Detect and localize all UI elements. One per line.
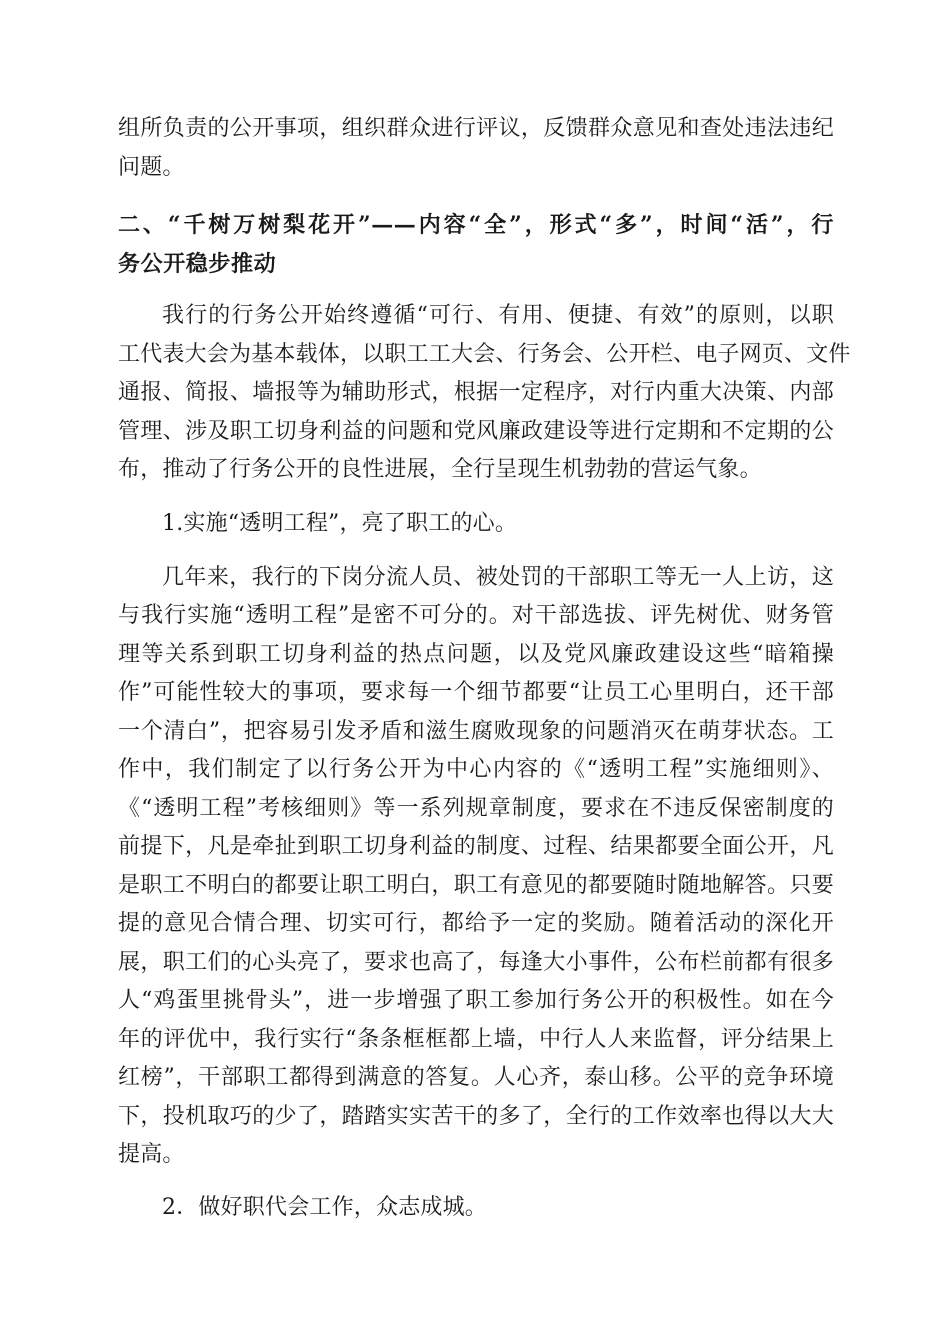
text-line: 与我行实施“透明工程”是密不可分的。对干部选拔、评先树优、财务管 — [118, 603, 834, 628]
text-line: 人“鸡蛋里挑骨头”，进一步增强了职工参加行务公开的积极性。如在今 — [118, 988, 834, 1013]
text-line: 红榜”，干部职工都得到满意的答复。人心齐，泰山移。公平的竞争环境 — [118, 1065, 834, 1090]
text-line: 工代表大会为基本载体，以职工工大会、行务会、公开栏、电子网页、文件 — [118, 342, 851, 367]
text-line: 问题。 — [118, 155, 185, 180]
text-line: 提高。 — [118, 1142, 185, 1167]
text-line: 通报、简报、墙报等为辅助形式，根据一定程序，对行内重大决策、内部 — [118, 380, 834, 405]
heading-line: 二、“千树万树梨花开”——内容“全”，形式“多”，时间“活”，行 — [118, 212, 834, 238]
text-line: 几年来，我行的下岗分流人员、被处罚的干部职工等无一人上访，这 — [162, 565, 834, 590]
text-line: 下，投机取巧的少了，踏踏实实苦干的多了，全行的工作效率也得以大大 — [118, 1104, 834, 1129]
subsection-2-heading: 2．做好职代会工作，众志成城。 — [162, 1195, 487, 1220]
text-line: 我行的行务公开始终遵循“可行、有用、便捷、有效”的原则，以职 — [162, 303, 834, 328]
text-line: 提的意见合情合理、切实可行，都给予一定的奖励。随着活动的深化开 — [118, 911, 834, 936]
text-line: 前提下，凡是牵扯到职工切身利益的制度、过程、结果都要全面公开，凡 — [118, 834, 834, 859]
subsection-1-heading: 1.实施“透明工程”，亮了职工的心。 — [162, 511, 518, 536]
text-line: 管理、涉及职工切身利益的问题和党风廉政建设等进行定期和不定期的公 — [118, 419, 834, 444]
text-line: 理等关系到职工切身利益的热点问题，以及党风廉政建设这些“暗箱操 — [118, 642, 834, 667]
text-line: 作中，我们制定了以行务公开为中心内容的《“透明工程”实施细则》、 — [118, 757, 834, 782]
text-line: 组所负责的公开事项，组织群众进行评议，反馈群众意见和查处违法违纪 — [118, 116, 834, 141]
text-line: 作”可能性较大的事项，要求每一个细节都要“让员工心里明白，还干部 — [118, 680, 834, 705]
text-line: 一个清白”，把容易引发矛盾和滋生腐败现象的问题消灭在萌芽状态。工 — [118, 719, 834, 744]
text-line: 年的评优中，我行实行“条条框框都上墙，中行人人来监督，评分结果上 — [118, 1027, 834, 1052]
text-line: 展，职工们的心头亮了，要求也高了，每逢大小事件，公布栏前都有很多 — [118, 950, 834, 975]
text-line: 《“透明工程”考核细则》等一系列规章制度，要求在不违反保密制度的 — [118, 796, 834, 821]
text-line: 布，推动了行务公开的良性进展，全行呈现生机勃勃的营运气象。 — [118, 457, 762, 482]
heading-line: 务公开稳步推动 — [118, 251, 277, 277]
text-line: 是职工不明白的都要让职工明白，职工有意见的都要随时随地解答。只要 — [118, 873, 834, 898]
